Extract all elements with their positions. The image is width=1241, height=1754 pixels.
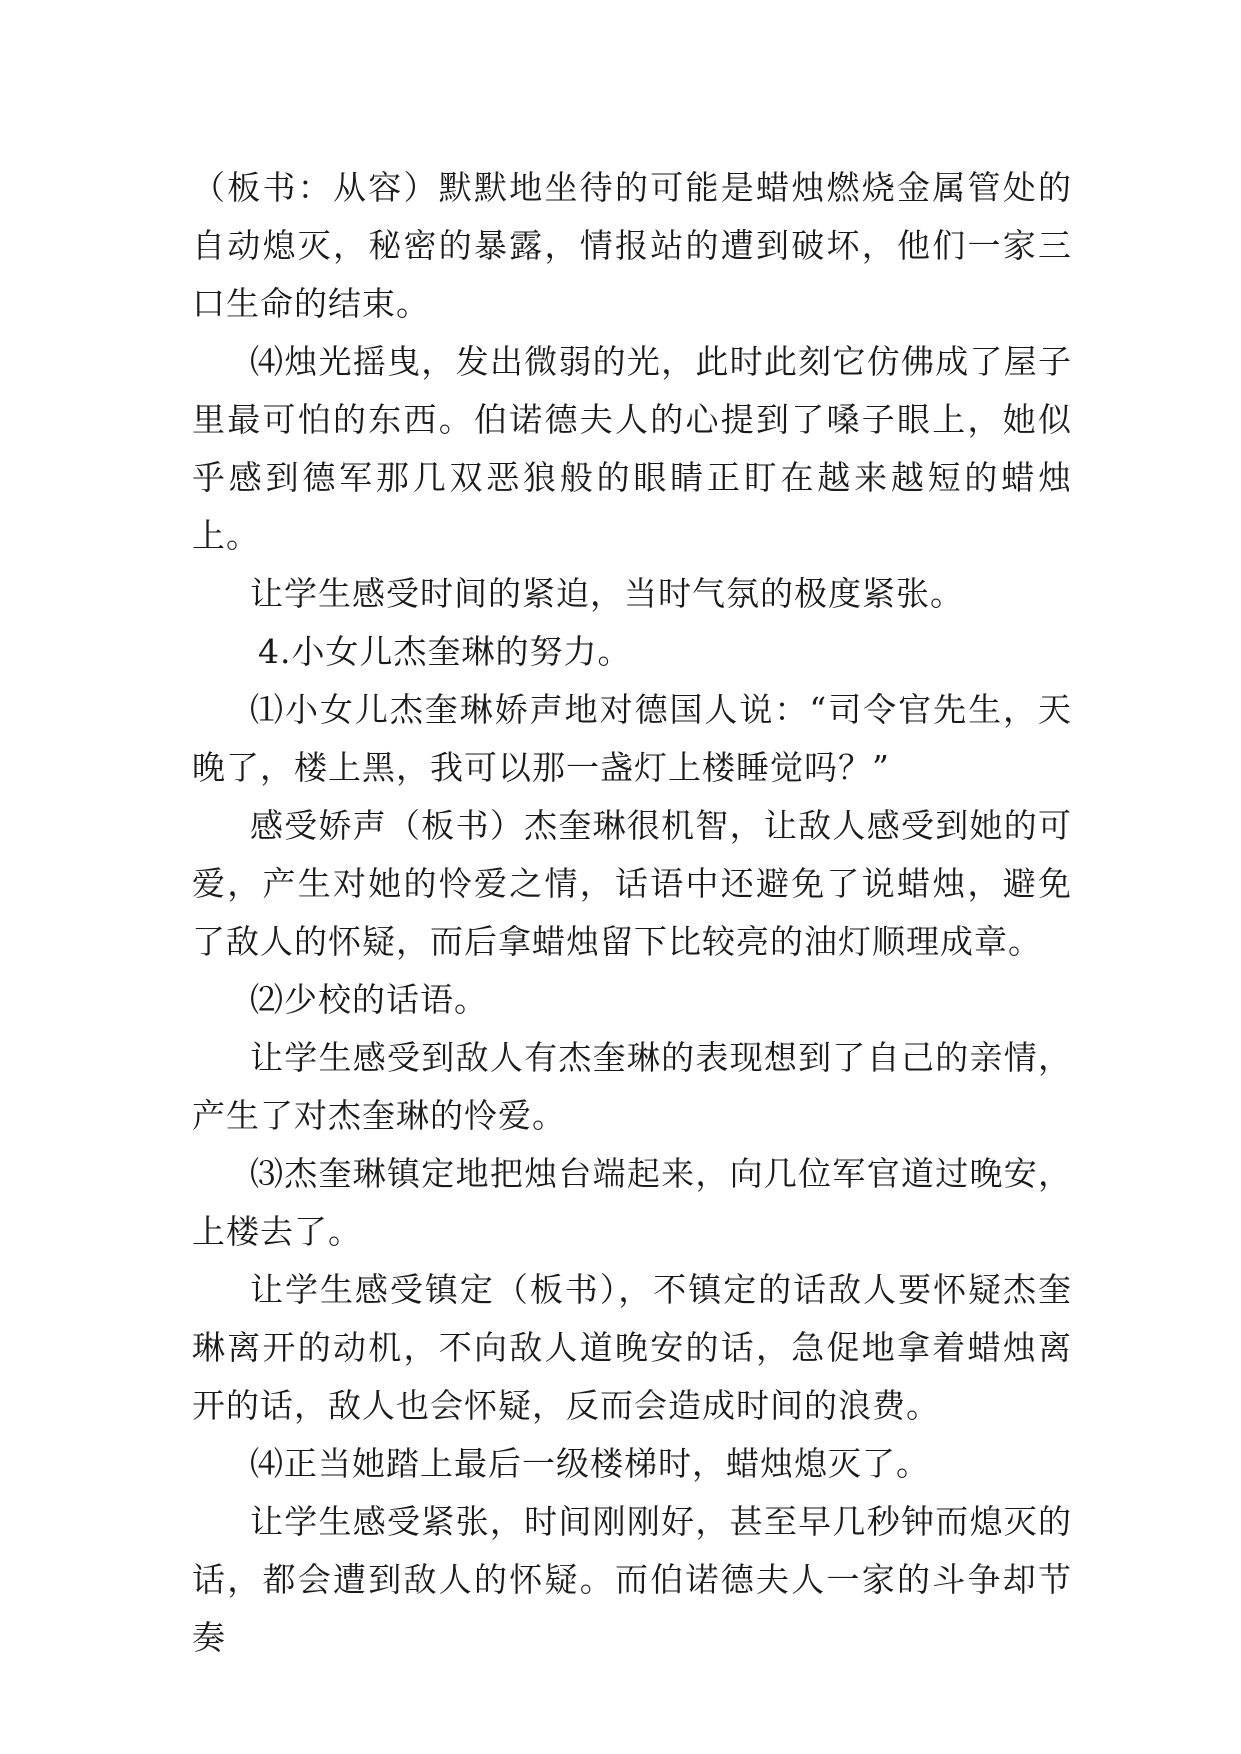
paragraph: ⑴小女儿杰奎琳娇声地对德国人说：“司令官先生，天晚了，楼上黑，我可以那一盏灯上楼睡觉吗？”	[192, 690, 1072, 787]
paragraph: （板书：从容）默默地坐待的可能是蜡烛燃烧金属管处的自动熄灭，秘密的暴露，情报站的遭到破坏，他们一家三口生命的结束。	[192, 168, 1072, 323]
paragraph: ⑵少校的话语。	[250, 980, 488, 1019]
paragraph: ⑷正当她踏上最后一级楼梯时，蜡烛熄灭了。	[250, 1444, 930, 1483]
paragraph: 感受娇声（板书）杰奎琳很机智，让敌人感受到她的可爱，产生对她的怜爱之情，话语中还避免了说蜡烛，避免了敌人的怀疑，而后拿蜡烛留下比较亮的油灯顺理成章。	[192, 806, 1072, 961]
paragraph: 让学生感受紧张，时间刚刚好，甚至早几秒钟而熄灭的话，都会遭到敌人的怀疑。而伯诺德夫人一家的斗争却节奏	[192, 1502, 1072, 1657]
paragraph: 让学生感受镇定（板书），不镇定的话敌人要怀疑杰奎琳离开的动机，不向敌人道晚安的话，急促地拿着蜡烛离开的话，敌人也会怀疑，反而会造成时间的浪费。	[192, 1270, 1072, 1425]
paragraph: ⑷烛光摇曳，发出微弱的光，此时此刻它仿佛成了屋子里最可怕的东西。伯诺德夫人的心提到了嗓子眼上，她似乎感到德军那几双恶狼般的眼睛正盯在越来越短的蜡烛上。	[192, 342, 1072, 555]
document-body	[192, 159, 1072, 1667]
paragraph: ⑶杰奎琳镇定地把烛台端起来，向几位军官道过晚安，上楼去了。	[192, 1154, 1072, 1251]
paragraph: 让学生感受到敌人有杰奎琳的表现想到了自己的亲情，产生了对杰奎琳的怜爱。	[192, 1038, 1072, 1135]
paragraph: 让学生感受时间的紧迫，当时气氛的极度紧张。	[250, 574, 964, 613]
section-heading: 4.小女儿杰奎琳的努力。	[258, 632, 632, 671]
